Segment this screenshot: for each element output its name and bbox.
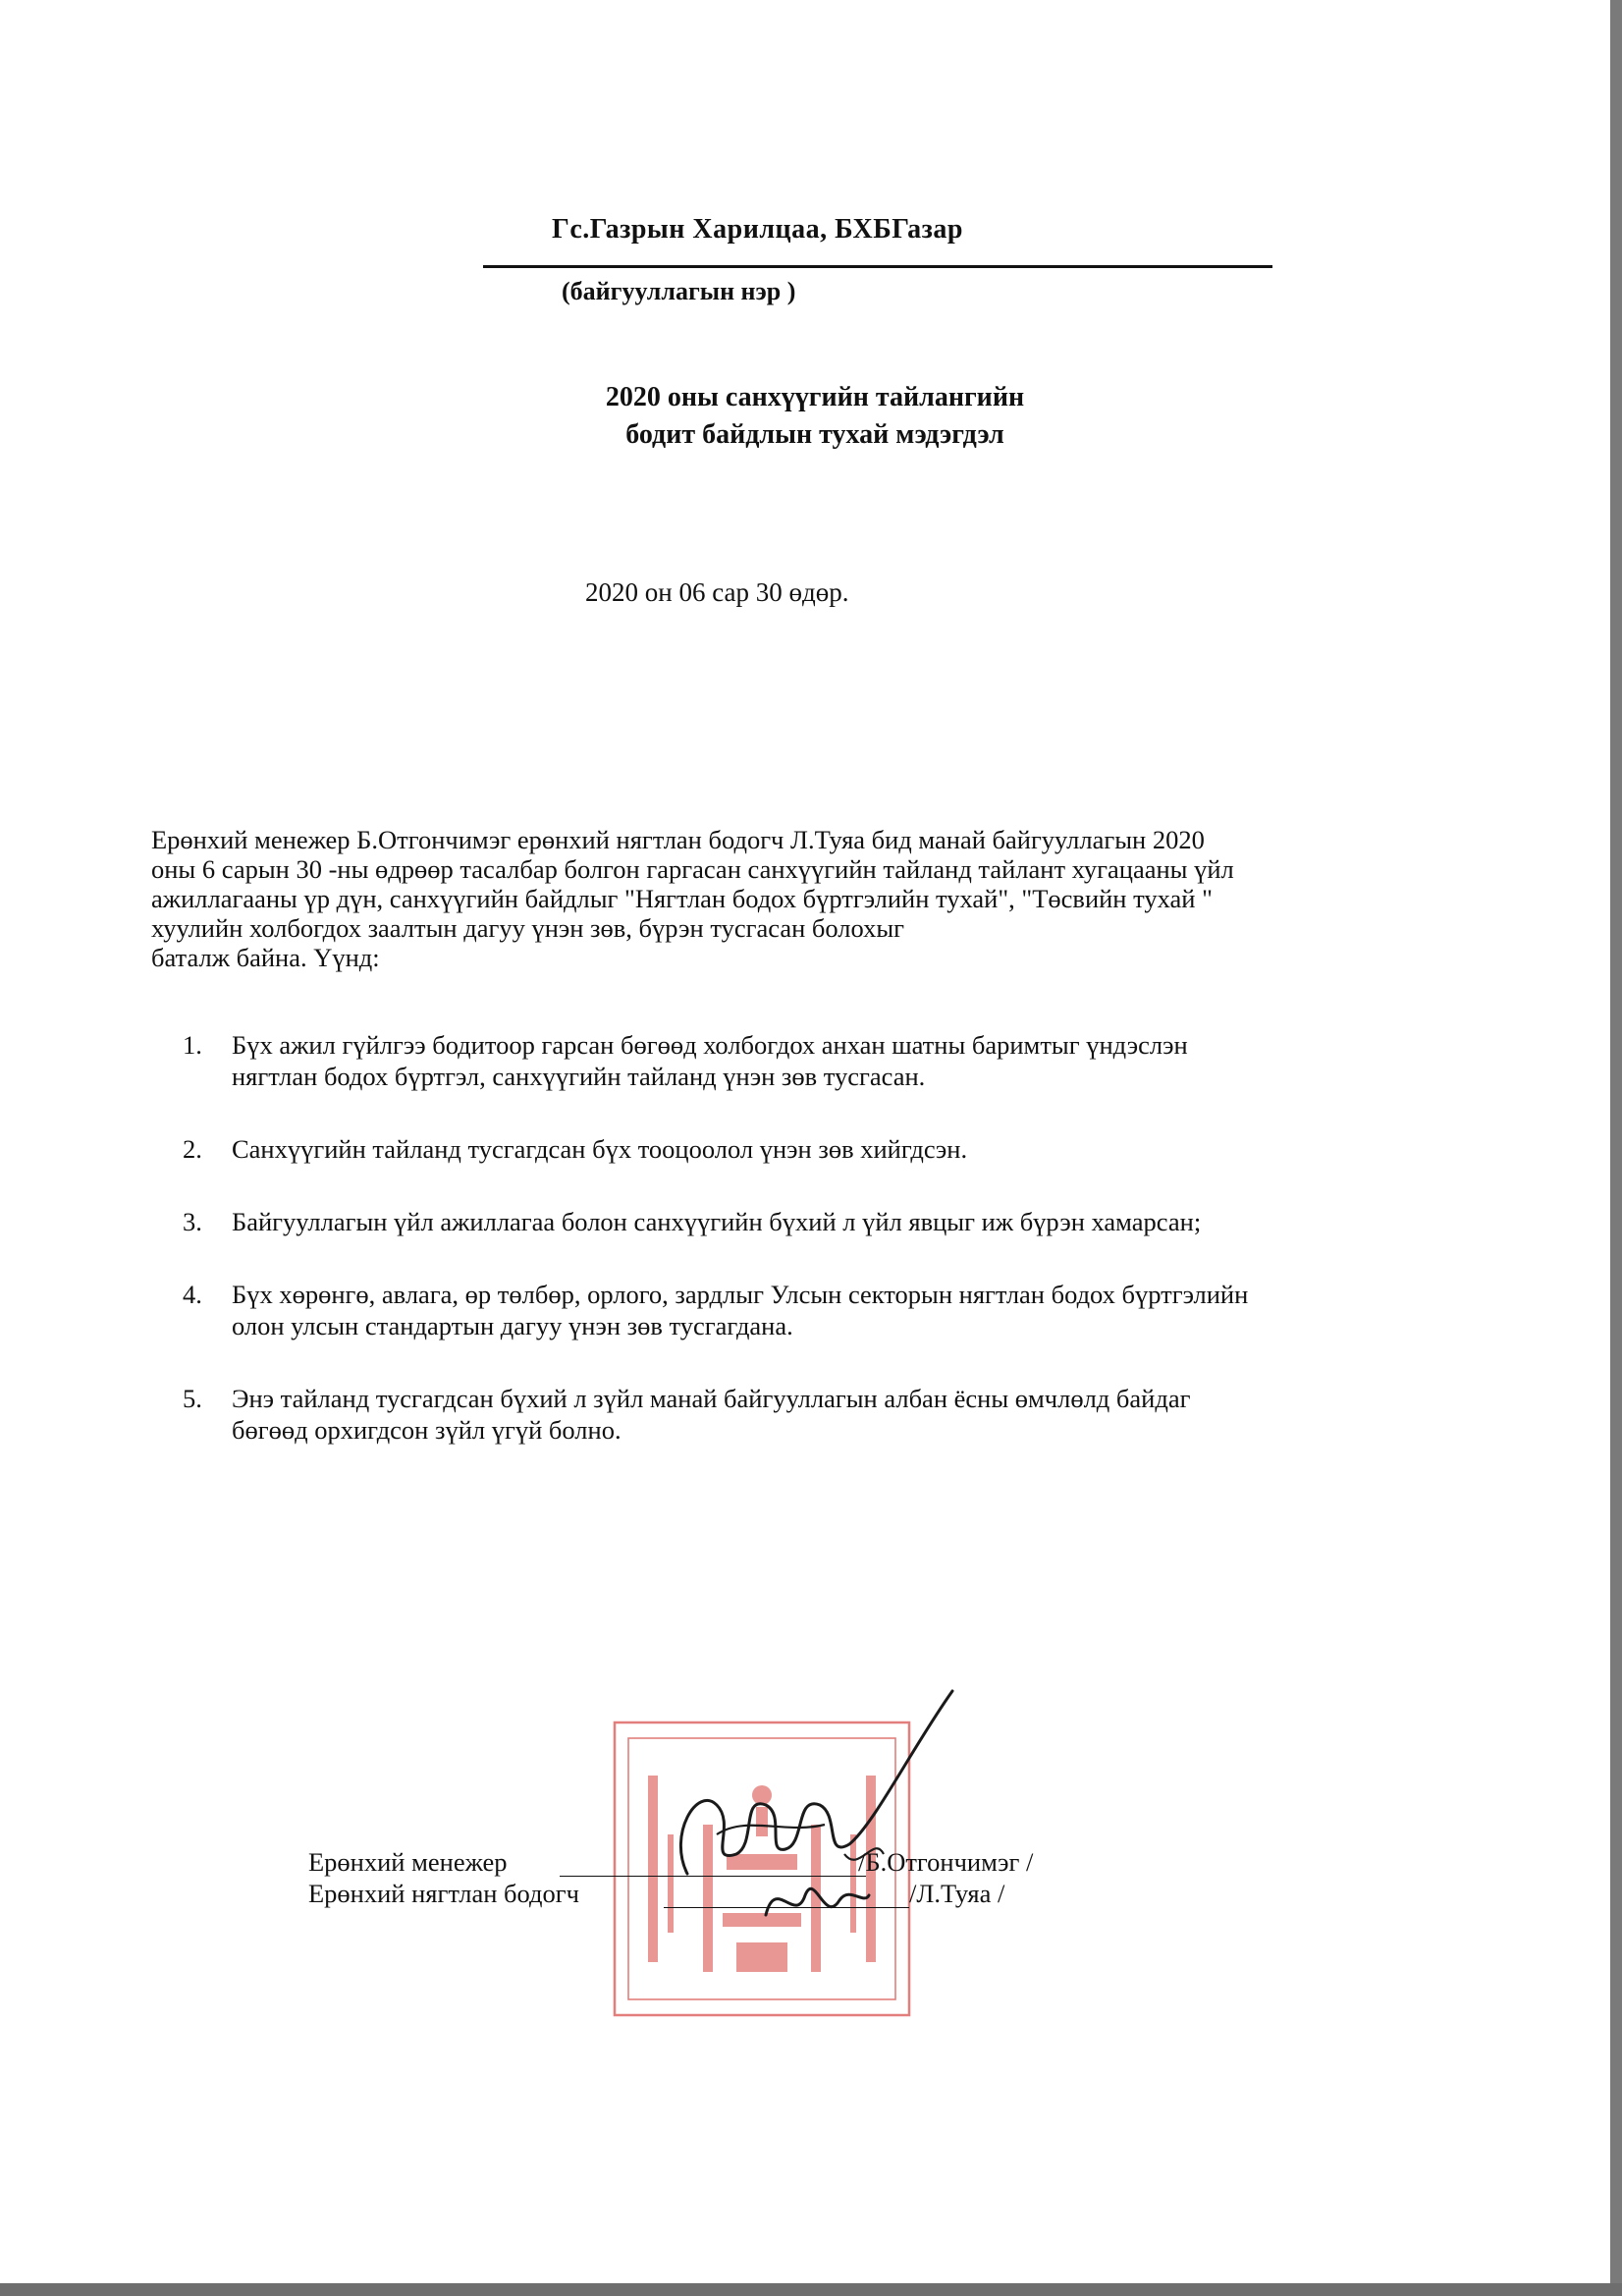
statement-item (183, 1029, 1439, 1092)
item-text: Санхүүгийн тайланд тусгагдсан бүх тооцоолол үнэн зөв хийгдсэн. (232, 1134, 968, 1164)
organization-name: Гс.Газрын Харилцаа, БХБГазар (552, 214, 963, 245)
item-text: нягтлан бодох бүртгэл, санхүүгийн тайланд үнэн зөв тусгасан. (232, 1062, 926, 1091)
statement-item (183, 1279, 1439, 1341)
accountant-signature-line (664, 1907, 909, 1908)
organization-underline (483, 265, 1272, 268)
manager-signature-line (560, 1876, 866, 1877)
organization-caption: (байгууллагын нэр ) (562, 277, 796, 305)
accountant-role: Ерөнхий нягтлан бодогч (308, 1879, 579, 1908)
intro-line: оны 6 сарын 30 -ны өдрөөр тасалбар болгон гаргасан санхүүгийн тайланд тайлант хугацааны үйл (151, 854, 1234, 884)
item-text: Энэ тайланд тусгагдсан бүхий л зүйл манай байгууллагын албан ёсны өмчлөлд байдаг (232, 1384, 1191, 1413)
manager-role: Ерөнхий менежер (308, 1847, 508, 1877)
document-title (530, 379, 1100, 454)
statement-item (183, 1206, 1439, 1237)
document-title-line-2: бодит байдлын тухай мэдэгдэл (625, 419, 1004, 450)
intro-line: хуулийн холбогдох заалтын дагуу үнэн зөв, бүрэн тусгасан болохыг (151, 913, 905, 943)
item-number: 4. (183, 1280, 202, 1309)
item-text: олон улсын стандартын дагуу үнэн зөв тусгагдана. (232, 1311, 793, 1340)
intro-line: ажиллагааны үр дүн, санхүүгийн байдлыг "Нягтлан бодох бүртгэлийн тухай", "Төсвийн тухай " (151, 884, 1213, 913)
statement-item (183, 1133, 1439, 1165)
statement-list (183, 1029, 1439, 1487)
item-number: 1. (183, 1030, 202, 1060)
document-date: 2020 он 06 сар 30 өдөр. (585, 577, 849, 607)
manager-name: /Б.Отгончимэг / (858, 1847, 1034, 1877)
item-number: 3. (183, 1207, 202, 1236)
intro-line: Ерөнхий менежер Б.Отгончимэг ерөнхий нягтлан бодогч Л.Туяа бид манай байгууллагын 2020 (151, 825, 1205, 854)
item-text: Бүх ажил гүйлгээ бодитоор гарсан бөгөөд холбогдох анхан шатны баримтыг үндэслэн (232, 1030, 1188, 1060)
item-text: Байгууллагын үйл ажиллагаа болон санхүүгийн бүхий л үйл явцыг иж бүрэн хамарсан; (232, 1207, 1202, 1236)
item-number: 2. (183, 1134, 202, 1164)
item-text: Бүх хөрөнгө, авлага, өр төлбөр, орлого, зардлыг Улсын секторын нягтлан бодох бүртгэлийн (232, 1280, 1249, 1309)
intro-paragraph (151, 825, 1498, 972)
item-text: бөгөөд орхигдсон зүйл үгүй болно. (232, 1415, 622, 1445)
statement-item (183, 1383, 1439, 1446)
scan-edge-bottom (0, 2283, 1622, 2296)
accountant-name: /Л.Туяа / (909, 1879, 1005, 1908)
document-title-line-1: 2020 оны санхүүгийн тайлангийн (605, 382, 1025, 412)
intro-line: баталж байна. Үүнд: (151, 943, 380, 972)
scan-edge-right (1610, 0, 1622, 2296)
item-number: 5. (183, 1384, 202, 1413)
